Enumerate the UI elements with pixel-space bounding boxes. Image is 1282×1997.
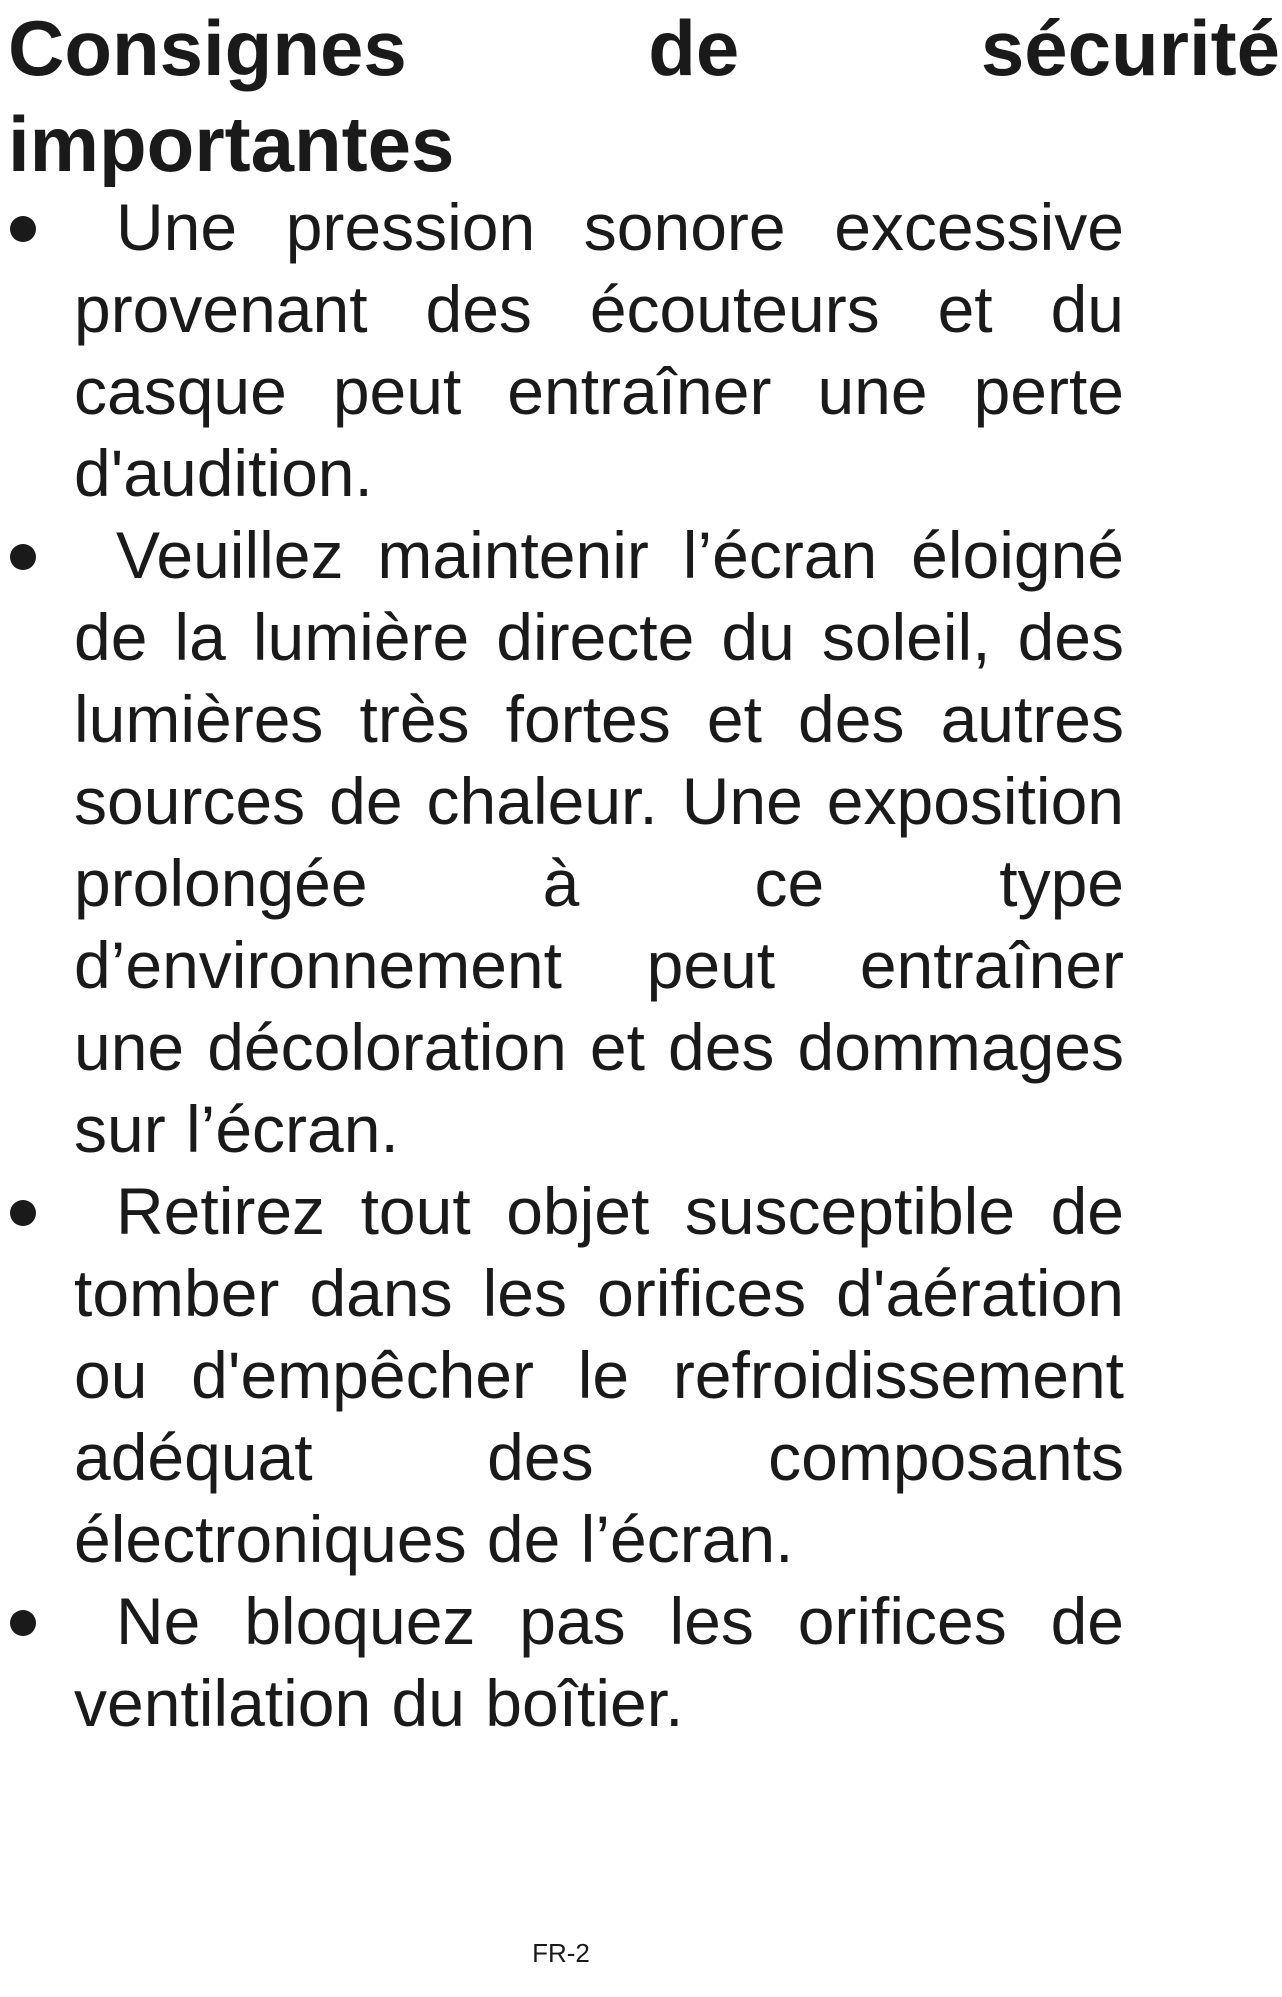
bullet-icon [10, 1200, 36, 1226]
page-number: FR-2 [532, 1938, 590, 1968]
list-item [0, 1170, 1124, 1580]
list-item [0, 514, 1124, 1170]
bullet-icon [10, 216, 36, 242]
list-item-text: Ne bloquez pas les orifices de ventilation du boîtier. [74, 1584, 1124, 1740]
safety-instructions-list [0, 186, 1282, 1744]
bullet-icon [10, 544, 36, 570]
list-item [0, 1580, 1124, 1744]
bullet-icon [10, 1610, 36, 1636]
list-item-text: Retirez tout objet susceptible de tomber dans les orifices d'aération ou d'empêcher le refroidissement adéquat des composants électroniques de l’écran. [74, 1174, 1124, 1576]
list-item-text: Une pression sonore excessive provenant des écouteurs et du casque peut entraîner une perte d'audition. [74, 190, 1124, 510]
list-item [0, 186, 1124, 514]
page-title: Consignes de sécurité importantes [8, 4, 1280, 188]
list-item-text: Veuillez maintenir l’écran éloigné de la lumière directe du soleil, des lumières très fortes et des autres sources de chaleur. Une exposition prolongée à ce type d’environnement peut entraîner une décoloration et des dommages sur l’écran. [74, 518, 1124, 1166]
